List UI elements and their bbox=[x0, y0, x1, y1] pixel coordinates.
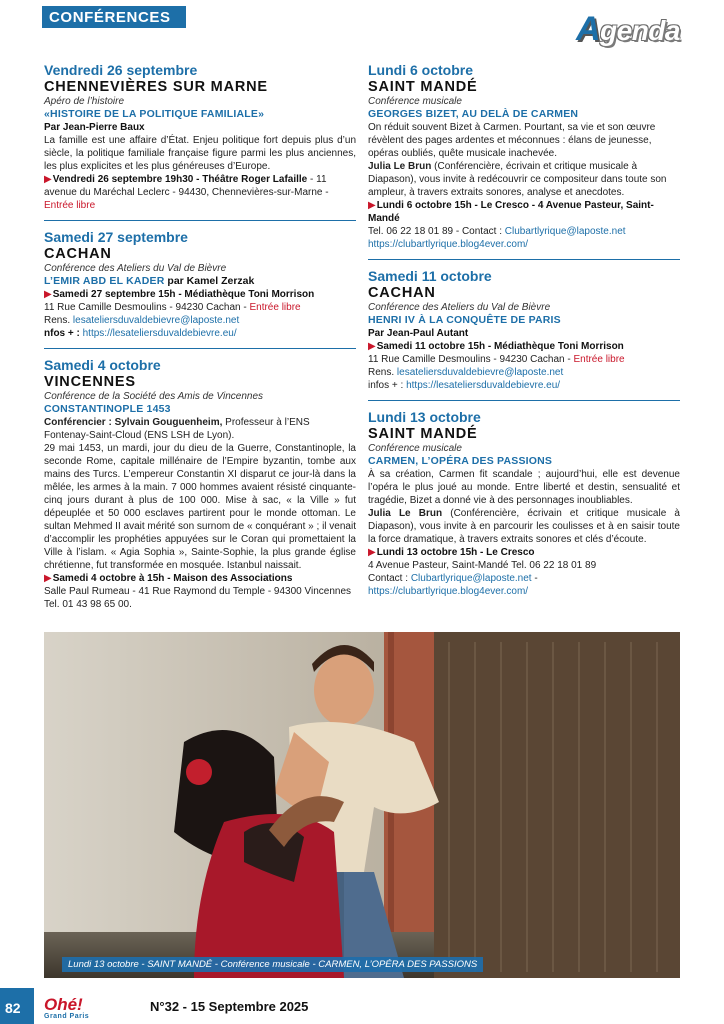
triangle-arrow-icon: ▶ bbox=[44, 174, 52, 185]
event-description: On réduit souvent Bizet à Carmen. Pourtant, sa vie et son œuvre révèlent des pages ardentes et méconnues : élans de jeunesse, opéras oubliés, quête musicale inachevée. bbox=[368, 122, 656, 159]
event-rens-line bbox=[44, 314, 356, 327]
event-speaker-label: Julia Le Brun bbox=[368, 161, 432, 172]
contact-website-link[interactable]: https://clubartlyrique.blog4ever.com/ bbox=[368, 239, 529, 250]
rens-email-link[interactable]: lesateliersduvaldebievre@laposte.net bbox=[72, 315, 240, 326]
event-date: Lundi 13 octobre bbox=[368, 409, 481, 425]
event-rens-line bbox=[368, 366, 680, 379]
event-when-line bbox=[368, 199, 680, 225]
contact-separator: - bbox=[531, 573, 538, 584]
event-title: GEORGES BIZET, AU DELÀ DE CARMEN bbox=[368, 108, 579, 120]
magazine-logo-sub: Grand Paris bbox=[44, 1013, 90, 1020]
event-address: 11 Rue Camille Desmoulins - 94230 Cachan - bbox=[368, 354, 574, 365]
carmen-opera-photo bbox=[44, 632, 680, 978]
event-kind: Conférence musicale bbox=[368, 96, 462, 107]
event-address-line bbox=[368, 353, 680, 366]
event-speaker: Par Jean-Pierre Baux bbox=[44, 122, 145, 133]
triangle-arrow-icon: ▶ bbox=[44, 289, 52, 300]
event-phone: Tel. 01 43 98 65 00. bbox=[44, 599, 132, 610]
event-entry: Entrée libre bbox=[44, 200, 96, 211]
event-infos-line bbox=[368, 379, 680, 392]
event-when: Samedi 27 septembre 15h - Médiathèque Toni Morrison bbox=[52, 289, 315, 300]
event-date: Vendredi 26 septembre bbox=[44, 62, 198, 78]
contact-website-link[interactable]: https://clubartlyrique.blog4ever.com/ bbox=[368, 586, 529, 597]
agenda-logo-initial: A bbox=[575, 10, 601, 48]
event-kind: Conférence des Ateliers du Val de Bièvre bbox=[368, 302, 551, 313]
right-column bbox=[368, 62, 680, 614]
photo-caption: Lundi 13 octobre - SAINT MANDÉ - Conférence musicale - CARMEN, L’OPÉRA DES PASSIONS bbox=[62, 957, 483, 972]
page-number: 82 bbox=[0, 988, 34, 1024]
magazine-logo bbox=[44, 996, 122, 1022]
event-description: 29 mai 1453, un mardi, jour du dieu de la Guerre, Constantinople, la seconde Rome, capitale millénaire de l’Empire byzantin, tombe aux mains des Turcs. L’empereur Constantin XI disparut ce jour-là dans la mêlée, les armes à la main. 7 000 hommes avaient résisté cinquante-cinq jours durant à plus de 100 000. Mise à sac, « la Ville » fut dépeuplée et 50 000 esclaves partirent pour le monde ottoman. Le sultan Mehmed II avait mérité son surnom de « conquérant » ; il venait d’accomplir les prophéties appuyées sur le Coran qui promettaient la Ville à l’islam. « Agia Sophia », Sainte-Sophie, la plus grande église chrétienne, fut transformée en mosquée. Istanbul naissait. bbox=[44, 443, 356, 571]
triangle-arrow-icon: ▶ bbox=[368, 200, 376, 211]
event-address: - 11 avenue du Maréchal Leclerc - 94430, Chennevières-sur-Marne - bbox=[44, 174, 329, 198]
event-speaker-line bbox=[44, 416, 356, 442]
magazine-logo-name: Ohé! bbox=[44, 995, 83, 1014]
event-speaker-label: Conférencier : Sylvain Gouguenheim, bbox=[44, 417, 223, 428]
infos-website-link[interactable]: https://lesateliersduvaldebievre.eu/ bbox=[406, 380, 561, 391]
event-when: Lundi 13 octobre 15h - Le Cresco bbox=[376, 547, 535, 558]
opera-scene-illustration bbox=[44, 632, 680, 978]
event-description: À sa création, Carmen fit scandale ; aujourd’hui, elle est devenue l’opéra le plus joué au monde. Entre liberté et destin, sensualité et tragédie, Bizet a donné vie à des personnages inoubliables. bbox=[368, 469, 680, 506]
event-details bbox=[44, 173, 356, 212]
event-date: Samedi 11 octobre bbox=[368, 268, 492, 284]
event-date: Samedi 27 septembre bbox=[44, 229, 188, 245]
event-address-line bbox=[44, 301, 356, 314]
event-speaker-role: (Conférencière, écrivain et critique musicale à Diapason), vous invite à redécouvrir ce compositeur dans toute son ampleur, à travers extraits sonores, analyse et anecdotes. bbox=[368, 161, 667, 198]
event-entry: Entrée libre bbox=[573, 354, 625, 365]
contact-label: Tel. 06 22 18 01 89 - Contact : bbox=[368, 226, 505, 237]
triangle-arrow-icon: ▶ bbox=[368, 547, 376, 558]
event-date: Samedi 4 octobre bbox=[44, 357, 161, 373]
triangle-arrow-icon: ▶ bbox=[44, 573, 52, 584]
event-title: CARMEN, L’OPÉRA DES PASSIONS bbox=[368, 455, 553, 467]
event-saint-mande-1 bbox=[368, 62, 680, 260]
event-when: Samedi 4 octobre à 15h - Maison des Associations bbox=[52, 573, 293, 584]
event-kind: Conférence musicale bbox=[368, 443, 462, 454]
event-saint-mande-2 bbox=[368, 409, 680, 606]
event-speaker: Par Jean-Paul Autant bbox=[368, 328, 469, 339]
event-address: Salle Paul Rumeau - 41 Rue Raymond du Temple - 94300 Vincennes bbox=[44, 586, 352, 597]
event-cachan-2 bbox=[368, 268, 680, 401]
contact-email-link[interactable]: Clubartlyrique@laposte.net bbox=[410, 573, 532, 584]
contact-email-link[interactable]: Clubartlyrique@laposte.net bbox=[504, 226, 626, 237]
left-column bbox=[44, 62, 356, 627]
event-entry: Entrée libre bbox=[249, 302, 301, 313]
agenda-logo bbox=[576, 10, 680, 49]
event-kind: Apéro de l’histoire bbox=[44, 96, 125, 107]
event-vincennes bbox=[44, 357, 356, 619]
event-when-line bbox=[44, 288, 356, 301]
event-kind: Conférence des Ateliers du Val de Bièvre bbox=[44, 263, 227, 274]
event-city: CHENNEVIÈRES SUR MARNE bbox=[44, 79, 268, 95]
event-infos-line bbox=[44, 327, 356, 340]
event-city: CACHAN bbox=[368, 285, 436, 301]
event-cachan-1 bbox=[44, 229, 356, 349]
event-when-line bbox=[44, 572, 356, 585]
triangle-arrow-icon: ▶ bbox=[368, 341, 376, 352]
section-title: CONFÉRENCES bbox=[42, 6, 186, 28]
issue-line: N°32 - 15 Septembre 2025 bbox=[150, 999, 309, 1014]
infos-website-link[interactable]: https://lesateliersduvaldebievre.eu/ bbox=[82, 328, 237, 339]
rens-label: Rens. bbox=[44, 315, 73, 326]
event-title-text: L’EMIR ABD EL KADER bbox=[44, 275, 165, 287]
agenda-logo-rest: genda bbox=[600, 15, 680, 46]
event-city: SAINT MANDÉ bbox=[368, 426, 478, 442]
event-when: Vendredi 26 septembre 19h30 - Théâtre Roger Lafaille bbox=[52, 174, 308, 185]
event-city: VINCENNES bbox=[44, 374, 136, 390]
event-kind: Conférence de la Société des Amis de Vincennes bbox=[44, 391, 264, 402]
infos-label: nfos + : bbox=[44, 328, 83, 339]
event-speaker-label: Julia Le Brun bbox=[368, 508, 443, 519]
event-title-speaker: par Kamel Zerzak bbox=[164, 275, 255, 287]
event-title: CONSTANTINOPLE 1453 bbox=[44, 403, 171, 415]
rens-email-link[interactable]: lesateliersduvaldebievre@laposte.net bbox=[396, 367, 564, 378]
event-title: «HISTOIRE DE LA POLITIQUE FAMILIALE» bbox=[44, 108, 265, 120]
event-speaker-line bbox=[368, 507, 680, 546]
event-speaker-role: (Conférencière, écrivain et critique musicale à Diapason), vous invite à en parcourir les coulisses et à en saisir toute la force dramatique, à travers extraits sonores et clés d’écoute. bbox=[368, 508, 680, 545]
event-city: CACHAN bbox=[44, 246, 112, 262]
infos-label: infos + : bbox=[368, 380, 407, 391]
event-title bbox=[44, 275, 356, 288]
event-when: Samedi 11 octobre 15h - Médiathèque Toni Morrison bbox=[376, 341, 624, 352]
event-city: SAINT MANDÉ bbox=[368, 79, 478, 95]
event-speaker-role: Professeur à l’ENS Fontenay-Saint-Cloud (ENS LSH de Lyon). bbox=[44, 417, 310, 441]
event-contact-line bbox=[368, 572, 680, 598]
event-contact-line bbox=[368, 225, 680, 238]
event-site-line bbox=[368, 238, 680, 251]
event-when-line bbox=[368, 546, 680, 559]
rens-label: Rens. bbox=[368, 367, 397, 378]
event-speaker-line bbox=[368, 160, 680, 199]
contact-label: Contact : bbox=[368, 573, 411, 584]
event-address: 11 Rue Camille Desmoulins - 94230 Cachan - bbox=[44, 302, 250, 313]
event-title: HENRI IV À LA CONQUÊTE DE PARIS bbox=[368, 314, 561, 326]
event-address: 4 Avenue Pasteur, Saint-Mandé Tel. 06 22 18 01 89 bbox=[368, 560, 597, 571]
event-when: Lundi 6 octobre 15h - Le Cresco - 4 Avenue Pasteur, Saint-Mandé bbox=[368, 200, 654, 224]
event-date: Lundi 6 octobre bbox=[368, 62, 473, 78]
event-when-line bbox=[368, 340, 680, 353]
event-chennevieres bbox=[44, 62, 356, 221]
event-description: La famille est une affaire d’État. Enjeu politique fort depuis plus d’un siècle, la politique familiale française figure parmi les plus anciennes, les plus explicites et les plus généreuses d’Europe. bbox=[44, 135, 356, 172]
